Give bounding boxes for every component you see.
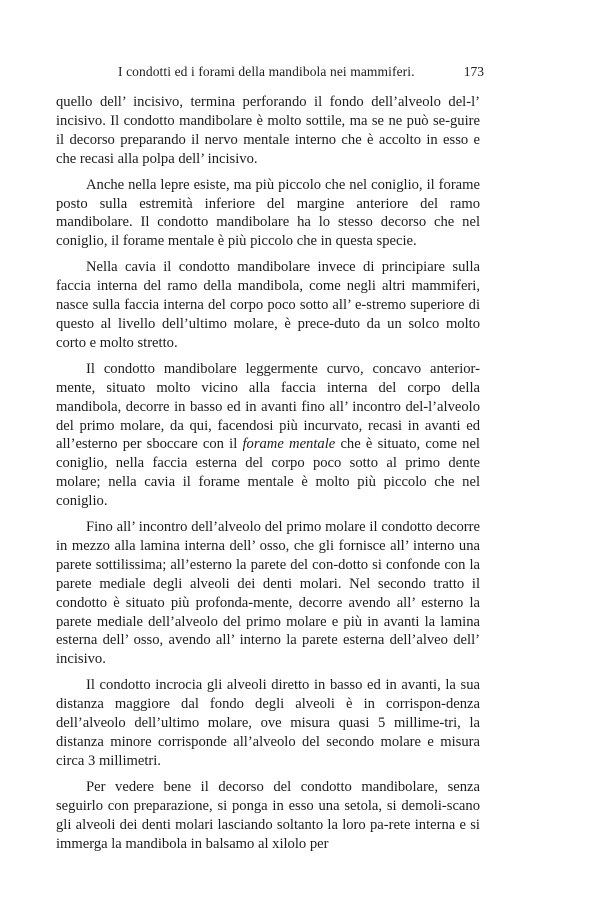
running-title: I condotti ed i forami della mandibola nei mammiferi.	[118, 64, 415, 79]
paragraph-incisivo-continuation: quello dell’ incisivo, termina perforando il fondo dell’alveolo del-l’ incisivo. Il condotto mandibolare è molto sottile, ma se ne può se-guire il decorso preparando il nervo mentale interno che è accolto in esso e che recasi alla polpa dell’ incisivo.	[56, 94, 480, 167]
body-text	[56, 93, 480, 853]
paragraph-lamina-interna: Fino all’ incontro dell’alveolo del primo molare il condotto decorre in mezzo alla lamina interna dell’ osso, che gli fornisce all’ interno una parete sottilissima; all’esterno la parete del con-dotto si confonde con la parete mediale degli alveoli dei denti molari. Nel secondo tratto il condotto è situato più profonda-mente, decorre avendo all’ esterno la parete mediale dell’alveolo del primo molare e più in avanti la lamina esterna dell’ osso, avendo all’ interno la parete esterna dell’alveo dell’ incisivo.	[56, 519, 480, 668]
forame-mentale-term: forame mentale	[242, 436, 336, 453]
paragraph-text-segment: Il condotto mandibolare leggermente curvo, concavo anterior-mente, situato molto vicino alla faccia interna del corpo della mandibola, decorre in basso ed in avanti fino all’ incontro del-l’alveolo del primo molare, da qui, facendosi più incurvato, recasi in avanti ed all’esterno per sboccare con il	[56, 360, 480, 453]
paragraph-condotto-curvo	[56, 360, 480, 511]
page-number: 173	[463, 64, 484, 79]
running-head	[118, 62, 484, 82]
paragraph-cavia: Nella cavia il condotto mandibolare invece di principiare sulla faccia interna del ramo della mandibola, come negli altri mammiferi, nasce sulla faccia interna del corpo poco sotto all’ e-stremo superiore di questo al livello dell’ultimo molare, è prece-duto da un solco molto corto e molto stretto.	[56, 259, 480, 351]
paragraph-preparation: Per vedere bene il decorso del condotto mandibolare, senza seguirlo con preparazione, si ponga in esso una setola, si demoli-scano gli alveoli dei denti molari lasciando soltanto la loro pa-rete interna e si immerga la mandibola in balsamo al xilolo per	[56, 778, 480, 852]
paragraph-alveoli-distance: Il condotto incrocia gli alveoli diretto in basso ed in avanti, la sua distanza maggiore dal fondo degli alveoli è in corrispon-denza dell’alveolo dell’ultimo molare, ove misura quasi 5 millime-tri, la distanza minore corrisponde all’alveolo del secondo molare e misura circa 3 millimetri.	[56, 677, 480, 769]
paragraph-text-segment: che è situato, come nel coniglio, nella faccia esterna del corpo poco sotto al primo dente molare; nella cavia il forame mentale è molto più piccolo che nel coniglio.	[56, 436, 480, 510]
paragraph-lepre: Anche nella lepre esiste, ma più piccolo che nel coniglio, il forame posto sulla estremità inferiore del margine anteriore del ramo mandibolare. Il condotto mandibolare ha lo stesso decorso che nel coniglio, il forame mentale è più piccolo che in questa specie.	[56, 176, 480, 250]
